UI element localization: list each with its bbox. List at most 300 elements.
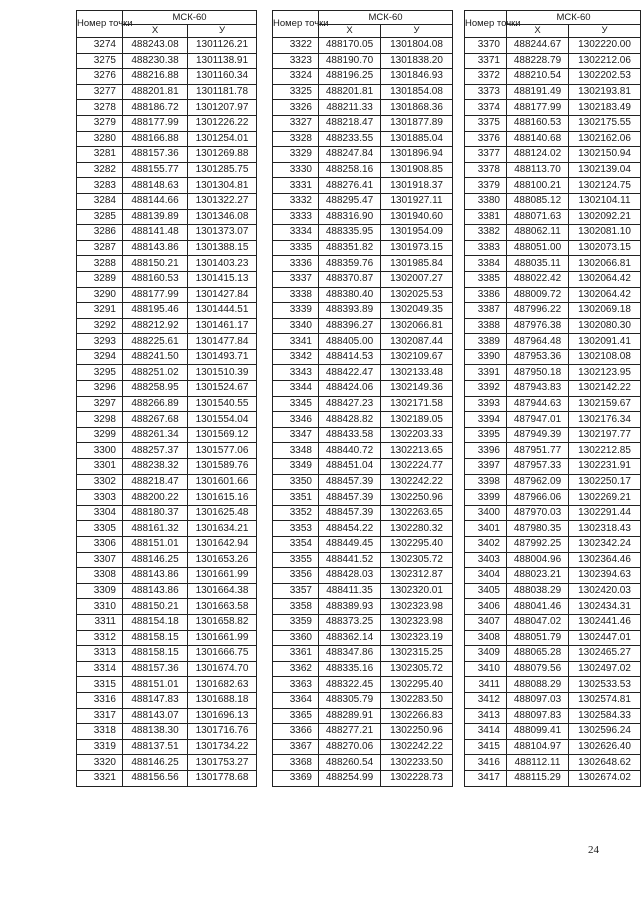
point-number-cell: 3310 <box>77 599 123 615</box>
point-number-cell: 3398 <box>465 474 507 490</box>
point-number-cell: 3306 <box>77 537 123 553</box>
table-row <box>77 490 257 506</box>
x-coordinate-cell: 488115.29 <box>507 770 569 786</box>
x-coordinate-cell: 488161.32 <box>123 521 188 537</box>
point-number-cell: 3370 <box>465 38 507 54</box>
point-number-cell: 3373 <box>465 84 507 100</box>
point-number-cell: 3325 <box>273 84 319 100</box>
y-coordinate-cell: 1302295.40 <box>381 677 453 693</box>
y-coordinate-cell: 1301716.76 <box>188 724 257 740</box>
coordinates-table-2 <box>272 10 453 787</box>
point-number-cell: 3291 <box>77 303 123 319</box>
x-coordinate-cell: 488389.93 <box>319 599 381 615</box>
table-row <box>465 755 641 771</box>
point-number-cell: 3399 <box>465 490 507 506</box>
y-coordinate-cell: 1302123.95 <box>569 365 641 381</box>
point-number-cell: 3343 <box>273 365 319 381</box>
x-coordinate-cell: 488146.25 <box>123 755 188 771</box>
table-row <box>77 287 257 303</box>
table-row <box>465 521 641 537</box>
point-number-cell: 3301 <box>77 459 123 475</box>
table-row <box>273 474 453 490</box>
table-row <box>77 692 257 708</box>
x-coordinate-cell: 488414.53 <box>319 349 381 365</box>
y-coordinate-cell: 1301444.51 <box>188 303 257 319</box>
y-coordinate-cell: 1302183.49 <box>569 100 641 116</box>
point-number-cell: 3362 <box>273 661 319 677</box>
x-coordinate-cell: 487949.39 <box>507 427 569 443</box>
point-number-cell: 3402 <box>465 537 507 553</box>
y-coordinate-cell: 1301269.88 <box>188 147 257 163</box>
y-coordinate-cell: 1301908.85 <box>381 162 453 178</box>
x-coordinate-cell: 487964.48 <box>507 334 569 350</box>
y-coordinate-cell: 1302280.32 <box>381 521 453 537</box>
y-coordinate-cell: 1302441.46 <box>569 614 641 630</box>
table-row <box>273 365 453 381</box>
x-coordinate-cell: 488079.56 <box>507 661 569 677</box>
table-row <box>465 630 641 646</box>
table-row <box>273 521 453 537</box>
y-coordinate-cell: 1301778.68 <box>188 770 257 786</box>
y-coordinate-cell: 1301885.04 <box>381 131 453 147</box>
table-row <box>465 271 641 287</box>
x-coordinate-cell: 488411.35 <box>319 583 381 599</box>
y-coordinate-cell: 1302584.33 <box>569 708 641 724</box>
point-number-cell: 3284 <box>77 193 123 209</box>
x-coordinate-cell: 488177.99 <box>507 100 569 116</box>
table-row <box>465 147 641 163</box>
point-number-cell: 3368 <box>273 755 319 771</box>
x-coordinate-cell: 487947.01 <box>507 412 569 428</box>
x-coordinate-cell: 487957.33 <box>507 459 569 475</box>
table-row <box>465 692 641 708</box>
x-coordinate-cell: 488051.00 <box>507 240 569 256</box>
table-row <box>273 334 453 350</box>
point-number-cell: 3328 <box>273 131 319 147</box>
table-row <box>77 770 257 786</box>
x-coordinate-cell: 488322.45 <box>319 677 381 693</box>
x-coordinate-cell: 488062.11 <box>507 225 569 241</box>
point-number-cell: 3314 <box>77 661 123 677</box>
table-row <box>465 537 641 553</box>
point-number-cell: 3347 <box>273 427 319 443</box>
table-row <box>273 739 453 755</box>
x-coordinate-cell: 488004.96 <box>507 552 569 568</box>
point-number-cell: 3333 <box>273 209 319 225</box>
table-row <box>273 349 453 365</box>
point-number-cell: 3349 <box>273 459 319 475</box>
table-row <box>273 381 453 397</box>
point-number-cell: 3302 <box>77 474 123 490</box>
table-row <box>273 162 453 178</box>
table-row <box>273 708 453 724</box>
point-number-cell: 3394 <box>465 412 507 428</box>
table-row <box>465 724 641 740</box>
point-number-cell: 3300 <box>77 443 123 459</box>
point-number-cell: 3299 <box>77 427 123 443</box>
point-number-cell: 3308 <box>77 568 123 584</box>
table-row <box>465 599 641 615</box>
table-row <box>465 131 641 147</box>
x-coordinate-cell: 488158.15 <box>123 646 188 662</box>
x-coordinate-cell: 488393.89 <box>319 303 381 319</box>
y-coordinate-cell: 1301642.94 <box>188 537 257 553</box>
point-number-cell: 3354 <box>273 537 319 553</box>
x-coordinate-cell: 488146.25 <box>123 552 188 568</box>
table-row <box>273 100 453 116</box>
table-row <box>465 770 641 786</box>
point-number-cell: 3372 <box>465 69 507 85</box>
table-row <box>273 240 453 256</box>
y-coordinate-cell: 1302197.77 <box>569 427 641 443</box>
y-coordinate-cell: 1302242.22 <box>381 739 453 755</box>
table-row <box>465 459 641 475</box>
point-number-cell: 3321 <box>77 770 123 786</box>
y-coordinate-cell: 1302212.06 <box>569 53 641 69</box>
table-row <box>77 84 257 100</box>
x-coordinate-cell: 488241.50 <box>123 349 188 365</box>
y-coordinate-cell: 1301846.93 <box>381 69 453 85</box>
table-row <box>77 256 257 272</box>
y-coordinate-cell: 1301954.09 <box>381 225 453 241</box>
point-number-cell: 3346 <box>273 412 319 428</box>
y-coordinate-cell: 1302447.01 <box>569 630 641 646</box>
y-coordinate-cell: 1301207.97 <box>188 100 257 116</box>
x-coordinate-cell: 488139.89 <box>123 209 188 225</box>
x-coordinate-cell: 488141.48 <box>123 225 188 241</box>
x-coordinate-cell: 487980.35 <box>507 521 569 537</box>
y-coordinate-cell: 1301674.70 <box>188 661 257 677</box>
x-coordinate-cell: 488218.47 <box>123 474 188 490</box>
y-coordinate-cell: 1301160.34 <box>188 69 257 85</box>
table-row <box>465 708 641 724</box>
x-coordinate-cell: 488148.63 <box>123 178 188 194</box>
y-coordinate-cell: 1301254.01 <box>188 131 257 147</box>
y-coordinate-cell: 1302104.11 <box>569 193 641 209</box>
y-coordinate-cell: 1302266.83 <box>381 708 453 724</box>
point-number-cell: 3359 <box>273 614 319 630</box>
y-coordinate-cell: 1301510.39 <box>188 365 257 381</box>
x-coordinate-cell: 488138.30 <box>123 724 188 740</box>
point-number-cell: 3403 <box>465 552 507 568</box>
x-coordinate-cell: 488247.84 <box>319 147 381 163</box>
table-row <box>465 38 641 54</box>
y-coordinate-cell: 1302320.01 <box>381 583 453 599</box>
y-coordinate-cell: 1301682.63 <box>188 677 257 693</box>
table-row <box>77 708 257 724</box>
y-coordinate-cell: 1302242.22 <box>381 474 453 490</box>
x-coordinate-cell: 488023.21 <box>507 568 569 584</box>
point-number-cell: 3315 <box>77 677 123 693</box>
table-row <box>77 552 257 568</box>
y-coordinate-cell: 1301877.89 <box>381 115 453 131</box>
x-coordinate-cell: 488243.08 <box>123 38 188 54</box>
y-coordinate-cell: 1302150.94 <box>569 147 641 163</box>
point-number-cell: 3380 <box>465 193 507 209</box>
x-coordinate-cell: 488244.67 <box>507 38 569 54</box>
x-coordinate-cell: 488112.11 <box>507 755 569 771</box>
table-row <box>77 459 257 475</box>
point-number-cell: 3342 <box>273 349 319 365</box>
table-row <box>465 443 641 459</box>
x-coordinate-cell: 488433.58 <box>319 427 381 443</box>
x-coordinate-cell: 488038.29 <box>507 583 569 599</box>
point-number-cell: 3320 <box>77 755 123 771</box>
y-coordinate-cell: 1301138.91 <box>188 53 257 69</box>
point-number-cell: 3389 <box>465 334 507 350</box>
x-coordinate-cell: 488157.36 <box>123 147 188 163</box>
point-number-cell: 3337 <box>273 271 319 287</box>
point-number-cell: 3395 <box>465 427 507 443</box>
x-header: X <box>319 24 381 38</box>
coordinates-table-1 <box>76 10 257 787</box>
table-row <box>77 69 257 85</box>
x-coordinate-cell: 488160.53 <box>507 115 569 131</box>
y-header: У <box>569 24 641 38</box>
y-coordinate-cell: 1301896.94 <box>381 147 453 163</box>
x-coordinate-cell: 488362.14 <box>319 630 381 646</box>
table-row <box>77 630 257 646</box>
x-coordinate-cell: 487950.18 <box>507 365 569 381</box>
table-row <box>77 100 257 116</box>
table-row <box>77 677 257 693</box>
table-row <box>465 568 641 584</box>
page-number: 24 <box>588 844 599 856</box>
point-number-header: Номер точки <box>273 11 319 38</box>
table-row <box>273 318 453 334</box>
x-coordinate-cell: 488143.86 <box>123 568 188 584</box>
table-row <box>465 100 641 116</box>
table-row <box>273 53 453 69</box>
y-coordinate-cell: 1302159.67 <box>569 396 641 412</box>
x-coordinate-cell: 488351.82 <box>319 240 381 256</box>
y-coordinate-cell: 1302312.87 <box>381 568 453 584</box>
x-coordinate-cell: 487976.38 <box>507 318 569 334</box>
point-number-cell: 3392 <box>465 381 507 397</box>
x-coordinate-cell: 488216.88 <box>123 69 188 85</box>
point-number-cell: 3292 <box>77 318 123 334</box>
y-coordinate-cell: 1302069.18 <box>569 303 641 319</box>
y-coordinate-cell: 1302142.22 <box>569 381 641 397</box>
point-number-cell: 3287 <box>77 240 123 256</box>
table-row <box>465 646 641 662</box>
y-coordinate-cell: 1301653.26 <box>188 552 257 568</box>
point-number-cell: 3378 <box>465 162 507 178</box>
table-row <box>273 209 453 225</box>
table-row <box>465 614 641 630</box>
x-coordinate-cell: 488261.34 <box>123 427 188 443</box>
y-coordinate-cell: 1301753.27 <box>188 755 257 771</box>
table-row <box>465 583 641 599</box>
x-coordinate-cell: 488266.89 <box>123 396 188 412</box>
point-number-cell: 3363 <box>273 677 319 693</box>
table-row <box>273 115 453 131</box>
table-row <box>77 661 257 677</box>
point-number-cell: 3324 <box>273 69 319 85</box>
y-coordinate-cell: 1302674.02 <box>569 770 641 786</box>
table-row <box>273 131 453 147</box>
x-coordinate-cell: 487951.77 <box>507 443 569 459</box>
point-number-cell: 3329 <box>273 147 319 163</box>
x-coordinate-cell: 488047.02 <box>507 614 569 630</box>
y-coordinate-cell: 1302212.85 <box>569 443 641 459</box>
table-row <box>77 53 257 69</box>
x-coordinate-cell: 487962.09 <box>507 474 569 490</box>
x-coordinate-cell: 488151.01 <box>123 537 188 553</box>
point-number-cell: 3411 <box>465 677 507 693</box>
x-coordinate-cell: 488140.68 <box>507 131 569 147</box>
y-coordinate-cell: 1302305.72 <box>381 552 453 568</box>
y-coordinate-cell: 1302220.00 <box>569 38 641 54</box>
table-row <box>77 209 257 225</box>
table-row <box>77 303 257 319</box>
y-coordinate-cell: 1302162.06 <box>569 131 641 147</box>
y-coordinate-cell: 1301554.04 <box>188 412 257 428</box>
table-row <box>273 459 453 475</box>
x-coordinate-cell: 487970.03 <box>507 505 569 521</box>
point-number-cell: 3309 <box>77 583 123 599</box>
point-number-cell: 3326 <box>273 100 319 116</box>
y-coordinate-cell: 1302171.58 <box>381 396 453 412</box>
x-coordinate-cell: 488150.21 <box>123 599 188 615</box>
y-coordinate-cell: 1302318.43 <box>569 521 641 537</box>
table-row <box>465 69 641 85</box>
point-number-cell: 3293 <box>77 334 123 350</box>
x-coordinate-cell: 488097.03 <box>507 692 569 708</box>
y-coordinate-cell: 1301415.13 <box>188 271 257 287</box>
point-number-cell: 3393 <box>465 396 507 412</box>
x-coordinate-cell: 488335.95 <box>319 225 381 241</box>
y-coordinate-cell: 1302263.65 <box>381 505 453 521</box>
y-coordinate-cell: 1301804.08 <box>381 38 453 54</box>
x-coordinate-cell: 487966.06 <box>507 490 569 506</box>
point-number-cell: 3374 <box>465 100 507 116</box>
table-row <box>273 537 453 553</box>
table-row <box>273 396 453 412</box>
table-row <box>77 349 257 365</box>
y-coordinate-cell: 1301601.66 <box>188 474 257 490</box>
x-coordinate-cell: 487944.63 <box>507 396 569 412</box>
point-number-cell: 3417 <box>465 770 507 786</box>
table-row <box>77 505 257 521</box>
x-coordinate-cell: 488154.18 <box>123 614 188 630</box>
table-row <box>273 427 453 443</box>
x-coordinate-cell: 488201.81 <box>123 84 188 100</box>
y-coordinate-cell: 1301388.15 <box>188 240 257 256</box>
y-coordinate-cell: 1302109.67 <box>381 349 453 365</box>
table-row <box>465 240 641 256</box>
point-number-header: Номер точки <box>77 11 123 38</box>
x-coordinate-cell: 488166.88 <box>123 131 188 147</box>
table-row <box>77 614 257 630</box>
x-header: X <box>507 24 569 38</box>
table-row <box>465 396 641 412</box>
table-row <box>273 505 453 521</box>
y-coordinate-cell: 1301181.78 <box>188 84 257 100</box>
y-coordinate-cell: 1302081.10 <box>569 225 641 241</box>
y-coordinate-cell: 1302176.34 <box>569 412 641 428</box>
x-coordinate-cell: 488424.06 <box>319 381 381 397</box>
table-row <box>465 303 641 319</box>
y-coordinate-cell: 1301666.75 <box>188 646 257 662</box>
y-coordinate-cell: 1302250.17 <box>569 474 641 490</box>
table-row <box>465 334 641 350</box>
table-row <box>465 381 641 397</box>
table-row <box>77 193 257 209</box>
x-coordinate-cell: 488160.53 <box>123 271 188 287</box>
y-coordinate-cell: 1302295.40 <box>381 537 453 553</box>
y-coordinate-cell: 1301540.55 <box>188 396 257 412</box>
table-row <box>273 38 453 54</box>
point-number-cell: 3335 <box>273 240 319 256</box>
table-row <box>465 349 641 365</box>
point-number-header: Номер точки <box>465 11 507 38</box>
point-number-cell: 3408 <box>465 630 507 646</box>
y-coordinate-cell: 1302233.50 <box>381 755 453 771</box>
point-number-cell: 3345 <box>273 396 319 412</box>
table-row <box>273 225 453 241</box>
x-coordinate-cell: 488440.72 <box>319 443 381 459</box>
x-coordinate-cell: 488156.56 <box>123 770 188 786</box>
table-row <box>465 552 641 568</box>
point-number-cell: 3382 <box>465 225 507 241</box>
point-number-cell: 3388 <box>465 318 507 334</box>
y-coordinate-cell: 1301427.84 <box>188 287 257 303</box>
point-number-cell: 3296 <box>77 381 123 397</box>
x-coordinate-cell: 488158.15 <box>123 630 188 646</box>
x-coordinate-cell: 488233.55 <box>319 131 381 147</box>
y-coordinate-cell: 1301688.18 <box>188 692 257 708</box>
table-row <box>465 677 641 693</box>
point-number-cell: 3331 <box>273 178 319 194</box>
x-coordinate-cell: 488157.36 <box>123 661 188 677</box>
point-number-cell: 3305 <box>77 521 123 537</box>
x-coordinate-cell: 488177.99 <box>123 115 188 131</box>
table-row <box>77 396 257 412</box>
x-coordinate-cell: 488370.87 <box>319 271 381 287</box>
y-coordinate-cell: 1301524.67 <box>188 381 257 397</box>
y-coordinate-cell: 1301126.21 <box>188 38 257 54</box>
x-coordinate-cell: 488451.04 <box>319 459 381 475</box>
y-coordinate-cell: 1302133.48 <box>381 365 453 381</box>
x-coordinate-cell: 488041.46 <box>507 599 569 615</box>
x-coordinate-cell: 488238.32 <box>123 459 188 475</box>
table-row <box>77 599 257 615</box>
point-number-cell: 3323 <box>273 53 319 69</box>
point-number-cell: 3381 <box>465 209 507 225</box>
table-row <box>77 646 257 662</box>
x-coordinate-cell: 488295.47 <box>319 193 381 209</box>
point-number-cell: 3285 <box>77 209 123 225</box>
x-coordinate-cell: 488427.23 <box>319 396 381 412</box>
point-number-cell: 3311 <box>77 614 123 630</box>
point-number-cell: 3297 <box>77 396 123 412</box>
x-coordinate-cell: 488104.97 <box>507 739 569 755</box>
point-number-cell: 3364 <box>273 692 319 708</box>
y-coordinate-cell: 1302420.03 <box>569 583 641 599</box>
point-number-cell: 3365 <box>273 708 319 724</box>
point-number-cell: 3390 <box>465 349 507 365</box>
table-row <box>77 412 257 428</box>
point-number-cell: 3407 <box>465 614 507 630</box>
point-number-cell: 3410 <box>465 661 507 677</box>
table-row <box>465 505 641 521</box>
point-number-cell: 3330 <box>273 162 319 178</box>
table-row <box>273 599 453 615</box>
point-number-cell: 3279 <box>77 115 123 131</box>
y-coordinate-cell: 1302224.77 <box>381 459 453 475</box>
point-number-cell: 3274 <box>77 38 123 54</box>
